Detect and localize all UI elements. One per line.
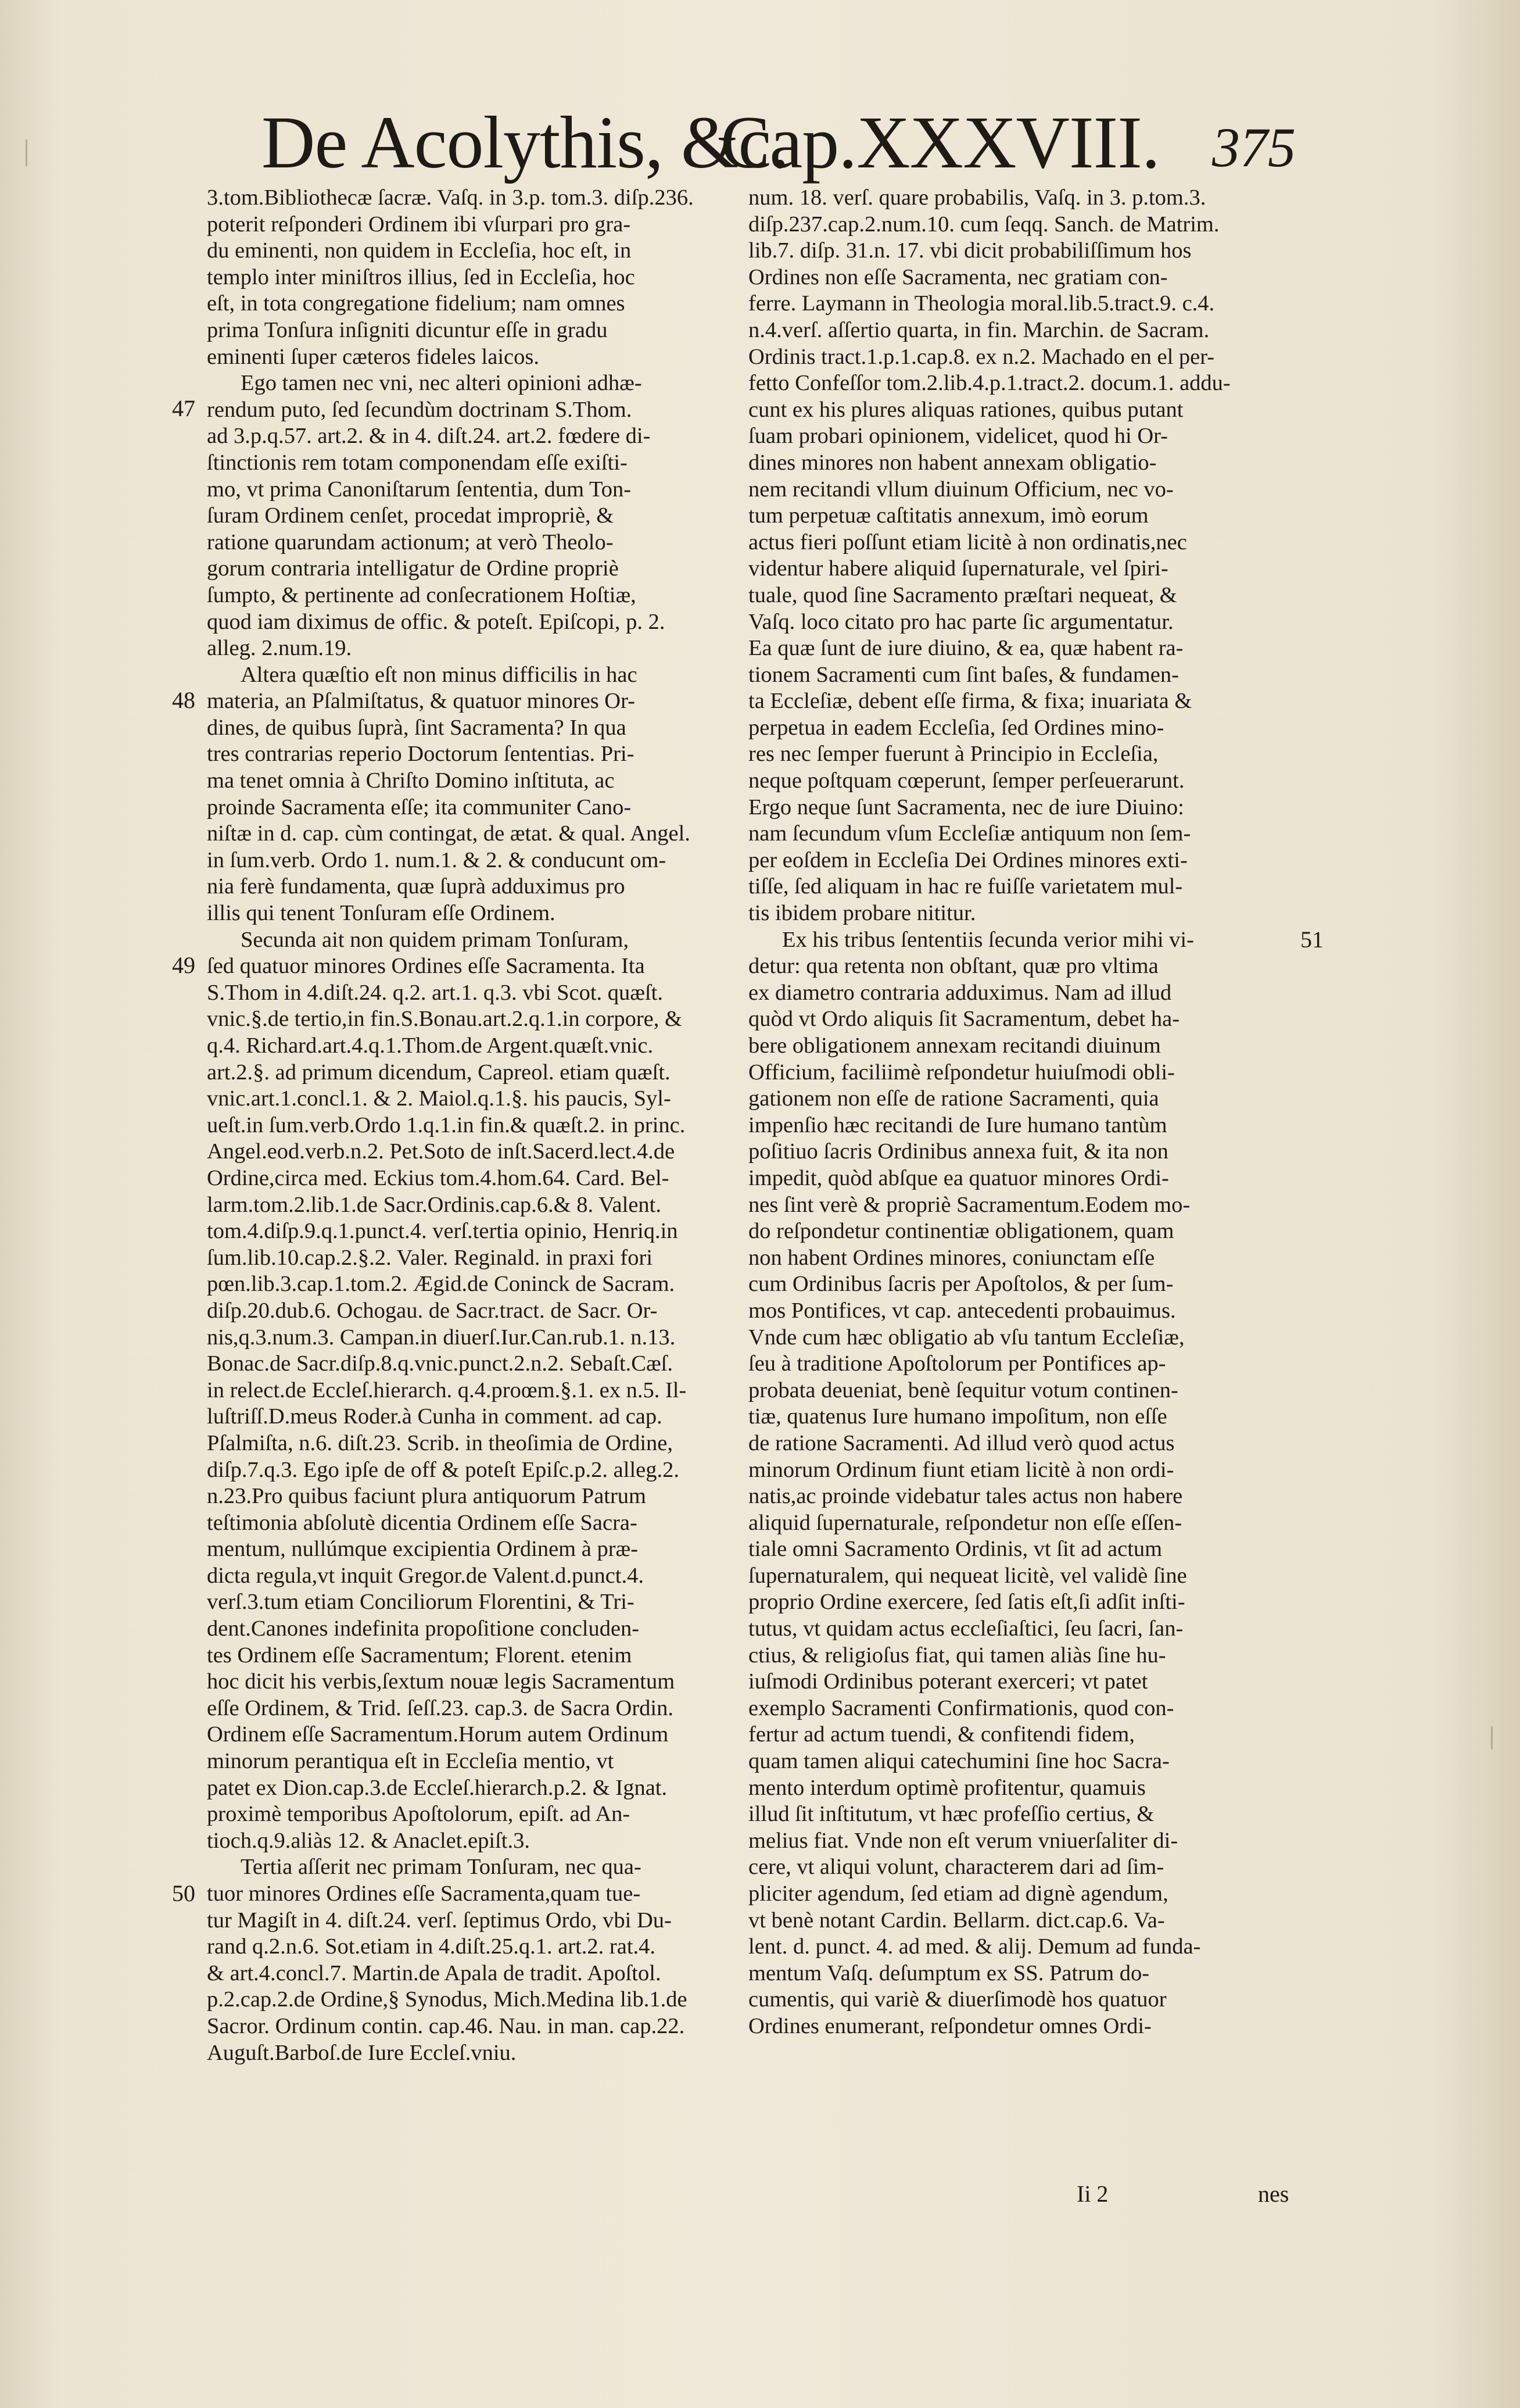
left-text-column	[207, 185, 739, 2066]
text-line: in ſum.verb. Ordo 1. num.1. & 2. & conducunt om-	[207, 847, 666, 872]
text-line: Altera quæſtio eſt non minus difficilis in hac	[241, 662, 637, 687]
text-line: nem recitandi vllum diuinum Officium, nec vo-	[748, 477, 1174, 502]
text-line: illis qui tenent Tonſuram eſſe Ordinem.	[207, 901, 555, 926]
text-line: rand q.2.n.6. Sot.etiam in 4.diſt.25.q.1. art.2. rat.4.	[207, 1934, 656, 1959]
text-line: minorum Ordinum fiunt etiam licitè à non ordi-	[748, 1457, 1174, 1482]
text-line: tis ibidem probare nititur.	[748, 901, 976, 926]
text-line: poſitiuo ſacris Ordinibus annexa fuit, & ita non	[748, 1139, 1168, 1164]
text-line: niſtæ in d. cap. cùm contingat, de ætat. & qual. Angel.	[207, 821, 690, 846]
text-line: proprio Ordine exercere, ſed ſatis eſt,ſi adſit inſti-	[748, 1590, 1185, 1615]
text-line: diſp.7.q.3. Ego ipſe de off & poteſt Epiſc.p.2. alleg.2.	[207, 1457, 679, 1482]
text-line: quod iam diximus de offic. & poteſt. Epiſcopi, p. 2.	[207, 609, 665, 634]
text-line: quòd vt Ordo aliquis ſit Sacramentum, debet ha-	[748, 1007, 1180, 1032]
text-line: ſuam probari opinionem, videlicet, quod hi Or-	[748, 424, 1168, 449]
text-line: Ordines non eſſe Sacramenta, nec gratiam con-	[748, 264, 1168, 289]
text-line: de ratione Sacramenti. Ad illud verò quod actus	[748, 1430, 1175, 1455]
text-line: videntur habere aliquid ſupernaturale, vel ſpiri-	[748, 556, 1168, 581]
text-line: mentum Vaſq. deſumptum ex SS. Patrum do-	[748, 1960, 1150, 1985]
text-line: cum Ordinibus ſacris per Apoſtolos, & per ſum-	[748, 1272, 1174, 1297]
right-text-column	[748, 185, 1299, 2040]
text-line: ferre. Laymann in Theologia moral.lib.5.tract.9. c.4.	[748, 291, 1215, 316]
text-line: nia ferè fundamenta, quæ ſuprà adduximus pro	[207, 874, 625, 899]
text-line: luſtriſſ.D.meus Roder.à Cunha in comment. ad cap.	[207, 1404, 662, 1429]
text-line: ſum.lib.10.cap.2.§.2. Valer. Reginald. in praxi fori	[207, 1245, 653, 1270]
text-line: dines, de quibus ſuprà, ſint Sacramenta? In qua	[207, 715, 626, 740]
text-line: ſeu à traditione Apoſtolorum per Pontifices ap-	[748, 1351, 1166, 1376]
text-line: tiale omni Sacramento Ordinis, vt ſit ad actum	[748, 1537, 1163, 1562]
text-line: ſupernaturalem, qui nequeat licitè, vel validè ſine	[748, 1563, 1187, 1588]
text-line: mentum, nullúmque excipientia Ordinem à præ-	[207, 1537, 639, 1562]
text-line: vt benè notant Cardin. Bellarm. dict.cap.6. Va-	[748, 1908, 1165, 1933]
text-line: Vnde cum hæc obligatio ab vſu tantum Eccleſiæ,	[748, 1325, 1185, 1350]
text-line: larm.tom.2.lib.1.de Sacr.Ordinis.cap.6.& 8. Valent.	[207, 1192, 661, 1217]
text-line: ma tenet omnia à Chriſto Domino inſtituta, ac	[207, 768, 615, 793]
text-line: eſt, in tota congregatione fidelium; nam omnes	[207, 291, 625, 316]
text-line: diſp.20.dub.6. Ochogau. de Sacr.tract. de Sacr. Or-	[207, 1298, 658, 1323]
page-number: 375	[1212, 116, 1296, 178]
text-line: natis,ac proinde videbatur tales actus non habere	[748, 1484, 1183, 1509]
text-line: Ordines enumerant, reſpondetur omnes Ordi-	[748, 2013, 1152, 2038]
text-line: ad 3.p.q.57. art.2. & in 4. diſt.24. art.2. fœdere di-	[207, 424, 651, 449]
text-line: & art.4.concl.7. Martin.de Apala de tradit. Apoſtol.	[207, 1960, 661, 1985]
text-line: Ea quæ ſunt de iure diuino, & ea, quæ habent ra-	[748, 636, 1184, 661]
paragraph-number: 50	[172, 1880, 195, 1906]
paragraph-number: 51	[1300, 926, 1324, 953]
text-line: Officium, faciliimè reſpondetur huiuſmodi obli-	[748, 1060, 1175, 1085]
text-line: Ex his tribus ſententiis ſecunda verior mihi vi-	[782, 927, 1194, 952]
text-line: patet ex Dion.cap.3.de Eccleſ.hierarch.p.2. & Ignat.	[207, 1775, 668, 1800]
text-line: fertur ad actum tuendi, & confitendi fidem,	[748, 1722, 1135, 1747]
text-line: vnic.§.de tertio,in fin.S.Bonau.art.2.q.1.in corpore, &	[207, 1007, 682, 1032]
text-line: ſtinctionis rem totam componendam eſſe exiſti-	[207, 450, 628, 475]
text-line: non habent Ordines minores, coniunctam eſſe	[748, 1245, 1155, 1270]
text-line: n.4.verſ. aſſertio quarta, in fin. Marchin. de Sacram.	[748, 317, 1210, 342]
page-header	[261, 99, 1296, 186]
text-line: detur: qua retenta non obſtant, quæ pro vltima	[748, 954, 1159, 979]
text-line: p.2.cap.2.de Ordine,§ Synodus, Mich.Medina lib.1.de	[207, 1987, 687, 2012]
text-line: cumentis, qui variè & diuerſimodè hos quatuor	[748, 1987, 1167, 2012]
text-line: rendum puto, ſed ſecundùm doctrinam S.Thom.	[207, 397, 632, 422]
text-line: gorum contraria intelligatur de Ordine propriè	[207, 556, 619, 581]
text-line: prima Tonſura inſigniti dicuntur eſſe in gradu	[207, 317, 608, 342]
text-line: lib.7. diſp. 31.n. 17. vbi dicit probabiliſſimum hos	[748, 238, 1192, 263]
text-line: templo inter miniſtros illius, ſed in Eccleſia, hoc	[207, 264, 635, 289]
text-line: tes Ordinem eſſe Sacramentum; Florent. etenim	[207, 1643, 632, 1668]
text-line: tuale, quod ſine Sacramento præſtari nequeat, &	[748, 582, 1177, 607]
text-line: Ordine,circa med. Eckius tom.4.hom.64. Card. Bel-	[207, 1165, 669, 1190]
text-line: tiſſe, ſed aliquam in hac re fuiſſe varietatem mul-	[748, 874, 1183, 899]
text-line: pœn.lib.3.cap.1.tom.2. Ægid.de Coninck de Sacram.	[207, 1272, 675, 1297]
text-line: Auguſt.Barboſ.de Iure Eccleſ.vniu.	[207, 2040, 517, 2065]
text-line: ratione quarundam actionum; at verò Theolo-	[207, 529, 614, 554]
text-line: tionem Sacramenti cum ſint baſes, & fundamen-	[748, 662, 1179, 687]
text-line: Sacror. Ordinum contin. cap.46. Nau. in man. cap.22.	[207, 2013, 685, 2038]
text-line: Ergo neque ſunt Sacramenta, nec de iure Diuino:	[748, 795, 1184, 820]
text-line: melius fiat. Vnde non eſt verum vniuerſaliter di-	[748, 1828, 1178, 1853]
text-line: Angel.eod.verb.n.2. Pet.Soto de inſt.Sacerd.lect.4.de	[207, 1139, 675, 1164]
text-line: tioch.q.9.aliàs 12. & Anaclet.epiſt.3.	[207, 1828, 530, 1853]
text-line: du eminenti, non quidem in Eccleſia, hoc eſt, in	[207, 238, 632, 263]
text-line: cere, vt aliqui volunt, characterem dari ad ſim-	[748, 1855, 1164, 1880]
text-line: poterit reſponderi Ordinem ibi vſurpari pro gra-	[207, 212, 631, 237]
text-line: art.2.§. ad primum dicendum, Capreol. etiam quæſt.	[207, 1060, 671, 1085]
chapter-heading: Cap.XXXVIII.	[720, 101, 1160, 184]
text-line: ſed quatuor minores Ordines eſſe Sacramenta. Ita	[207, 954, 645, 979]
text-line: materia, an Pſalmiſtatus, & quatuor minores Or-	[207, 689, 635, 714]
text-line: eminenti ſuper cæteros fideles laicos.	[207, 344, 539, 369]
text-line: res nec ſemper fuerunt à Principio in Eccleſia,	[748, 742, 1159, 767]
signature-mark: Ii 2	[1077, 2181, 1109, 2207]
text-line: probata deueniat, benè ſequitur votum continen-	[748, 1377, 1178, 1402]
text-line: in relect.de Eccleſ.hierarch. q.4.proœm.§.1. ex n.5. Il-	[207, 1377, 687, 1402]
text-line: alleg. 2.num.19.	[207, 636, 352, 661]
text-line: Ego tamen nec vni, nec alteri opinioni adhæ-	[241, 371, 642, 396]
text-line: 3.tom.Bibliothecæ ſacræ. Vaſq. in 3.p. tom.3. diſp.236.	[207, 185, 694, 210]
text-line: q.4. Richard.art.4.q.1.Thom.de Argent.quæſt.vnic.	[207, 1033, 654, 1058]
text-line: Ordinem eſſe Sacramentum.Horum autem Ordinum	[207, 1722, 669, 1747]
text-line: ſuram Ordinem cenſet, procedat impropriè, &	[207, 503, 614, 528]
text-line: dines minores non habent annexam obligatio-	[748, 450, 1157, 475]
text-line: tum perpetuæ caſtitatis annexum, imò eorum	[748, 503, 1149, 528]
text-line: tres contrarias reperio Doctorum ſententias. Pri-	[207, 742, 634, 767]
text-line: mo, vt prima Canoniſtarum ſententia, dum Ton-	[207, 477, 632, 502]
running-title: De Acolythis, &c.	[261, 101, 789, 184]
text-line: ſumpto, & pertinente ad conſecrationem Hoſtiæ,	[207, 582, 636, 607]
text-line: aliquid ſupernaturale, reſpondetur non eſſe eſſen-	[748, 1510, 1182, 1535]
text-line: tutus, vt quidam actus eccleſiaſtici, ſeu ſacri, ſan-	[748, 1616, 1184, 1641]
text-line: eſſe Ordinem, & Trid. ſeſſ.23. cap.3. de Sacra Ordin.	[207, 1695, 673, 1720]
text-line: perpetua in eadem Eccleſia, ſed Ordines mino-	[748, 715, 1164, 740]
text-line: proximè temporibus Apoſtolorum, epiſt. ad An-	[207, 1802, 630, 1827]
margin-mark	[1491, 1726, 1493, 1749]
text-line: nes ſint verè & propriè Sacramentum.Eodem mo-	[748, 1192, 1191, 1217]
text-line: diſp.237.cap.2.num.10. cum ſeqq. Sanch. de Matrim.	[748, 212, 1220, 237]
text-line: Pſalmiſta, n.6. diſt.23. Scrib. in theoſimia de Ordine,	[207, 1430, 673, 1455]
text-line: actus fieri poſſunt etiam licitè à non ordinatis,nec	[748, 529, 1187, 554]
text-line: num. 18. verſ. quare probabilis, Vaſq. in 3. p.tom.3.	[748, 185, 1206, 210]
text-line: ex diametro contraria adduximus. Nam ad illud	[748, 980, 1172, 1005]
text-line: teſtimonia abſolutè dicentia Ordinem eſſe Sacra-	[207, 1510, 637, 1535]
text-line: proinde Sacramenta eſſe; ita communiter Cano-	[207, 795, 632, 820]
text-line: do reſpondetur continentiæ obligationem, quam	[748, 1219, 1174, 1244]
paragraph-number: 48	[172, 687, 195, 713]
text-line: tur Magiſt in 4. diſt.24. verſ. ſeptimus Ordo, vbi Du-	[207, 1908, 672, 1933]
text-line: mos Pontifices, vt cap. antecedenti probauimus.	[748, 1298, 1176, 1323]
text-line: quam tamen aliqui catechumini ſine hoc Sacra-	[748, 1749, 1170, 1774]
text-line: pliciter agendum, ſed etiam ad dignè agendum,	[748, 1881, 1168, 1906]
text-line: vnic.art.1.concl.1. & 2. Maiol.q.1.§. his paucis, Syl-	[207, 1086, 671, 1111]
paragraph-number: 49	[172, 952, 195, 978]
text-line: Secunda ait non quidem primam Tonſuram,	[241, 927, 629, 952]
text-line: tuor minores Ordines eſſe Sacramenta,quam tue-	[207, 1881, 641, 1906]
text-line: ctius, & religioſus fiat, qui tamen aliàs ſine hu-	[748, 1643, 1166, 1668]
text-line: per eoſdem in Eccleſia Dei Ordines minores exti-	[748, 847, 1188, 872]
text-line: S.Thom in 4.diſt.24. q.2. art.1. q.3. vbi Scot. quæſt.	[207, 980, 663, 1005]
text-line: Bonac.de Sacr.diſp.8.q.vnic.punct.2.n.2. Sebaſt.Cæſ.	[207, 1351, 673, 1376]
text-line: minorum perantiqua eſt in Eccleſia mentio, vt	[207, 1749, 614, 1774]
text-line: n.23.Pro quibus faciunt plura antiquorum Patrum	[207, 1484, 646, 1509]
text-line: verſ.3.tum etiam Conciliorum Florentini, & Tri-	[207, 1590, 634, 1615]
text-line: cunt ex his plures aliquas rationes, quibus putant	[748, 397, 1184, 422]
text-line: fetto Confeſſor tom.2.lib.4.p.1.tract.2. docum.1. addu-	[748, 371, 1231, 396]
margin-mark	[26, 139, 27, 166]
text-line: dicta regula,vt inquit Gregor.de Valent.d.punct.4.	[207, 1563, 644, 1588]
text-line: impenſio hæc recitandi de Iure humano tantùm	[748, 1112, 1167, 1137]
text-line: ta Eccleſiæ, debent eſſe firma, & fixa; inuariata &	[748, 689, 1192, 714]
text-line: Ordinis tract.1.p.1.cap.8. ex n.2. Machado en el per-	[748, 344, 1215, 369]
text-line: lent. d. punct. 4. ad med. & alij. Demum ad funda-	[748, 1934, 1201, 1959]
text-line: Vaſq. loco citato pro hac parte ſic argumentatur.	[748, 609, 1174, 634]
text-line: impedit, quòd abſque ea quatuor minores Ordi-	[748, 1165, 1169, 1190]
text-line: tom.4.diſp.9.q.1.punct.4. verſ.tertia opinio, Henriq.in	[207, 1219, 678, 1244]
catchword: nes	[1258, 2181, 1289, 2207]
text-line: hoc dicit his verbis,ſextum nouæ legis Sacramentum	[207, 1669, 675, 1694]
text-line: mento interdum optimè profitentur, quamuis	[748, 1775, 1146, 1800]
text-line: neque poſtquam cœperunt, ſemper perſeuerarunt.	[748, 768, 1185, 793]
text-line: iuſmodi Ordinibus poterant exerceri; vt patet	[748, 1669, 1148, 1694]
text-line: nam ſecundum vſum Eccleſiæ antiquum non ſem-	[748, 821, 1191, 846]
text-line: nis,q.3.num.3. Campan.in diuerſ.Iur.Can.rub.1. n.13.	[207, 1325, 676, 1350]
text-line: ueſt.in ſum.verb.Ordo 1.q.1.in fin.& quæſt.2. in princ.	[207, 1112, 686, 1137]
text-line: bere obligationem annexam recitandi diuinum	[748, 1033, 1161, 1058]
text-line: dent.Canones indefinita propoſitione concluden-	[207, 1616, 640, 1641]
text-line: gationem non eſſe de ratione Sacramenti, quia	[748, 1086, 1159, 1111]
text-line: Tertia aſſerit nec primam Tonſuram, nec qua-	[241, 1855, 641, 1880]
text-line: exemplo Sacramenti Confirmationis, quod con-	[748, 1695, 1174, 1720]
text-line: tiæ, quatenus Iure humano impoſitum, non eſſe	[748, 1404, 1167, 1429]
paragraph-number: 47	[172, 395, 195, 421]
text-line: illud ſit inſtitutum, vt hæc profeſſio certius, &	[748, 1802, 1155, 1827]
